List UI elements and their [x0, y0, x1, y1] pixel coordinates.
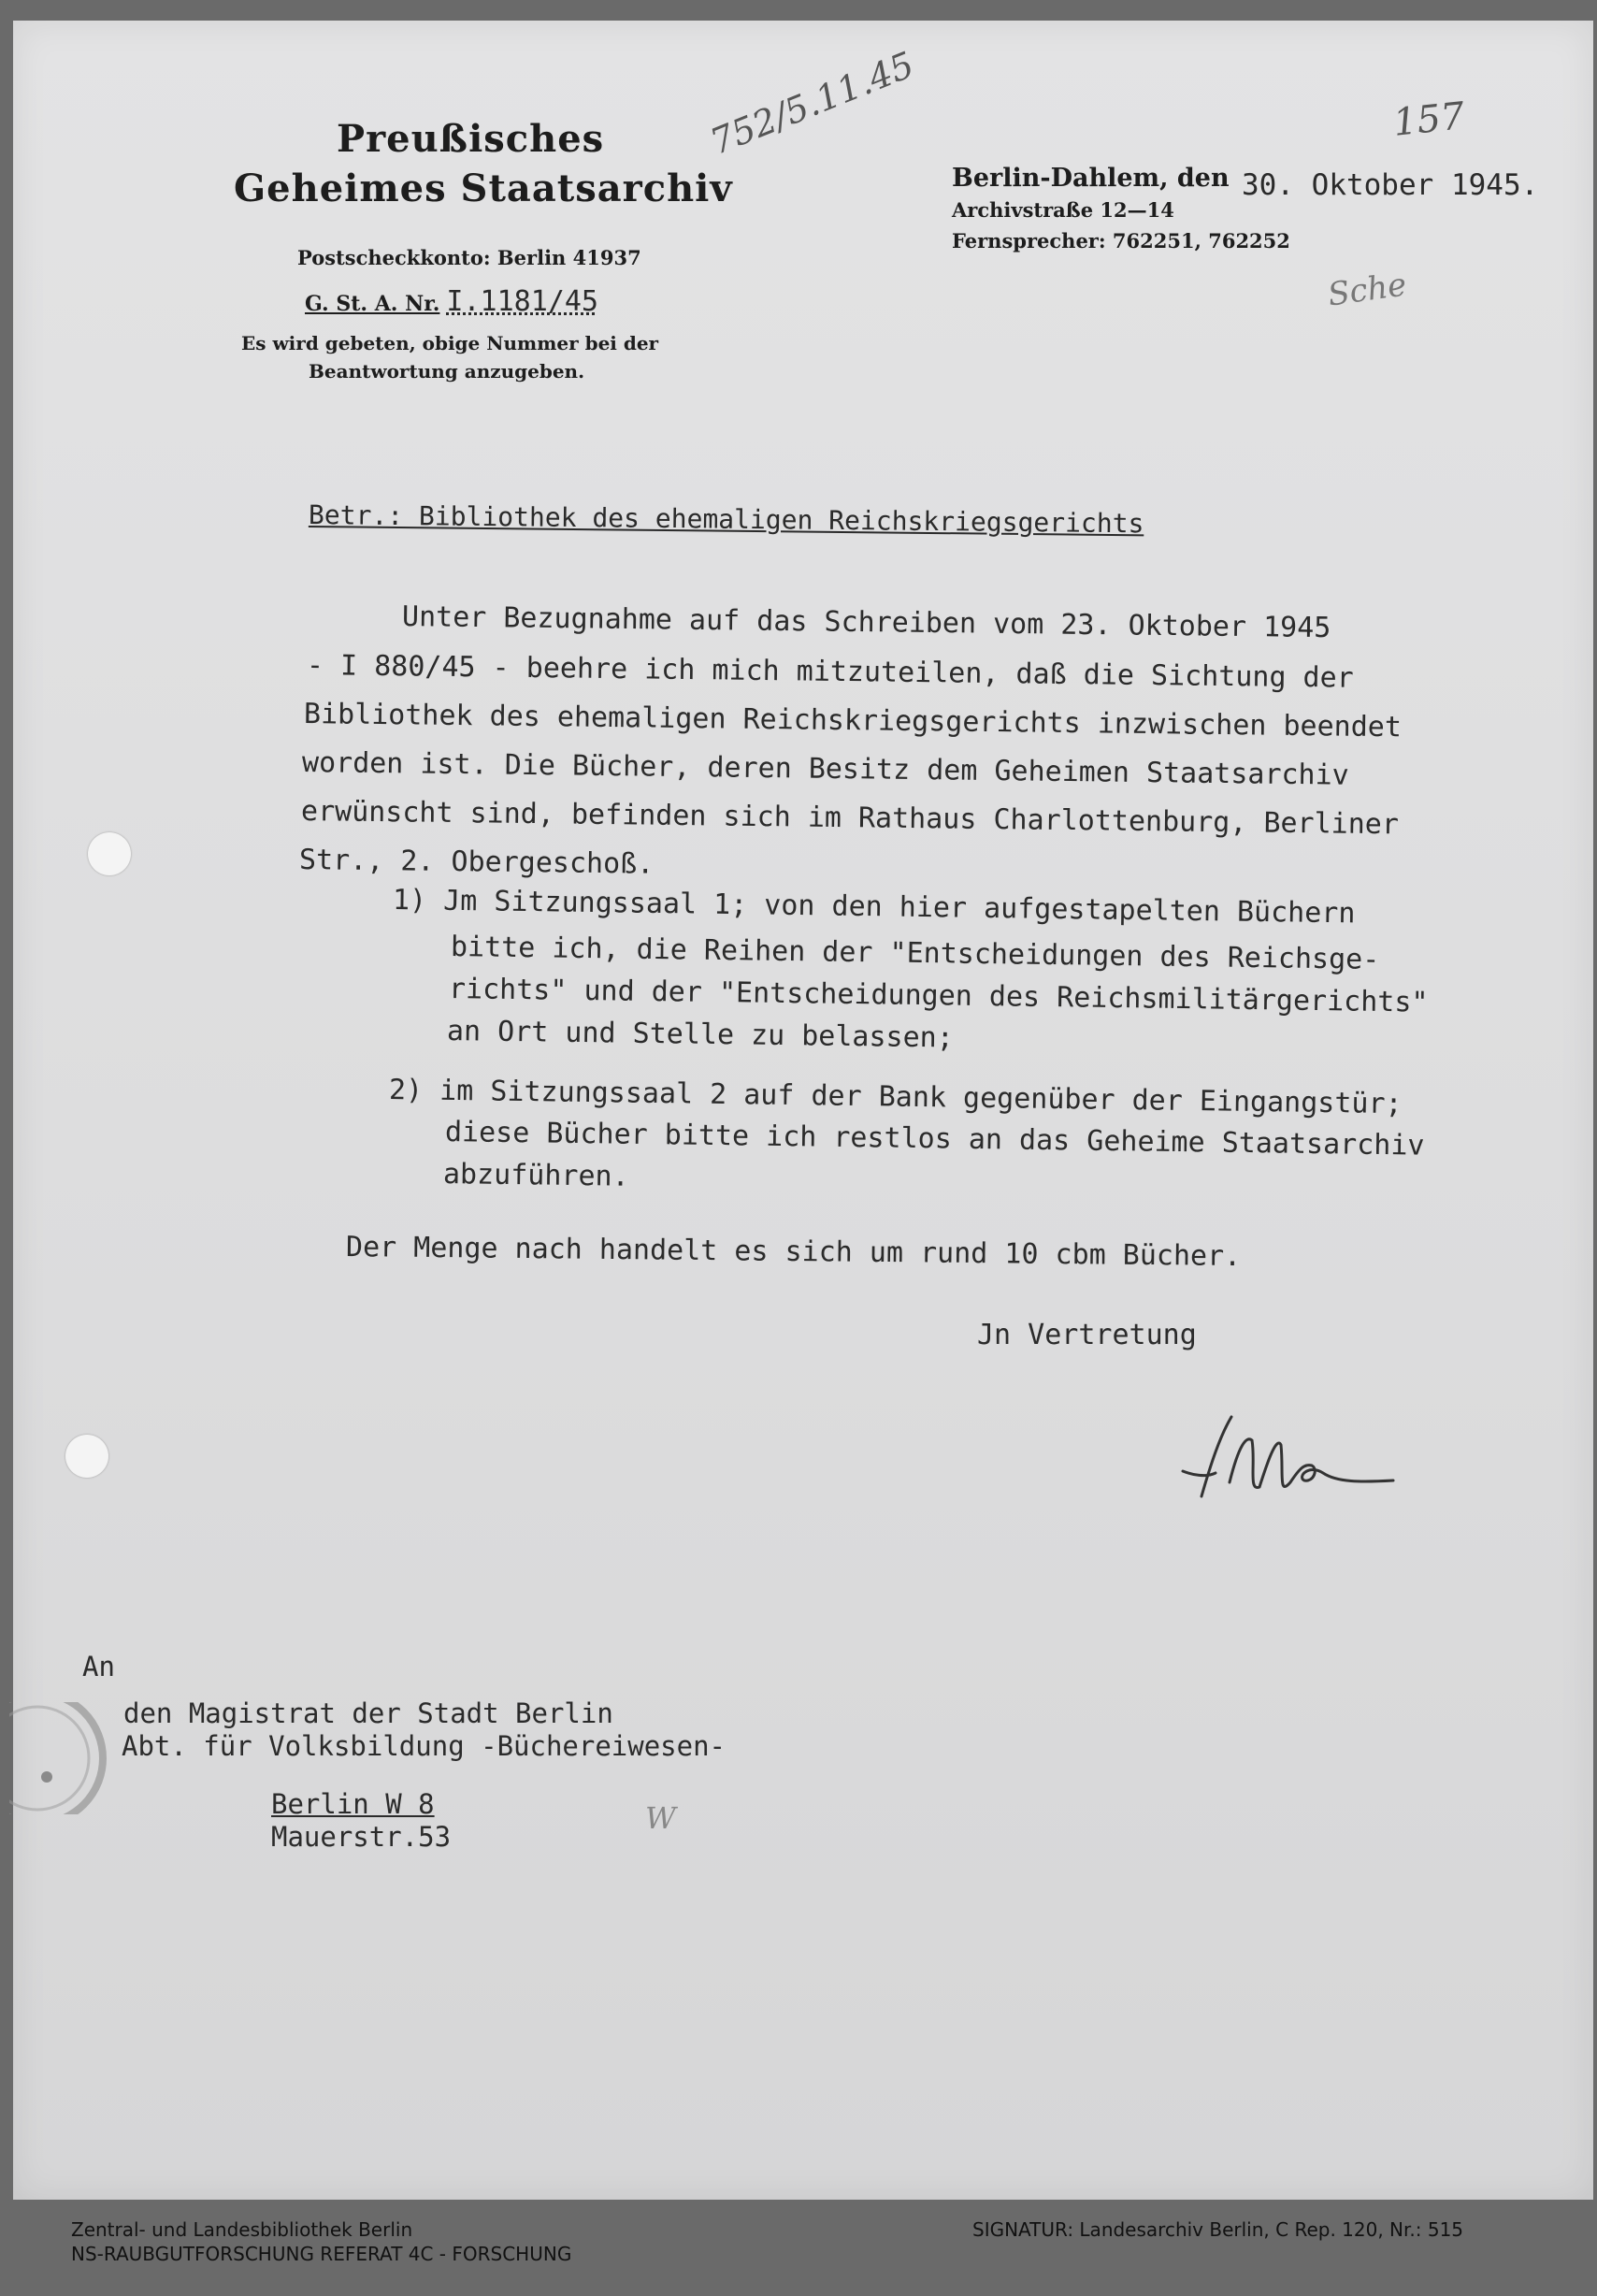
- reference-label: G. St. A. Nr.: [305, 292, 440, 316]
- recipient-street: Mauerstr.53: [271, 1821, 452, 1853]
- sender-place: Berlin-Dahlem, den: [952, 164, 1230, 193]
- postal-account: Postscheckkonto: Berlin 41937: [297, 246, 641, 269]
- punch-hole-top: [88, 832, 131, 875]
- body-line: Str., 2. Obergeschoß.: [298, 844, 655, 881]
- list-item-1-line: an Ort und Stelle zu belassen;: [446, 1015, 955, 1055]
- list-item-1-line: 1) Jm Sitzungssaal 1; von den hier aufgestapelten Büchern: [392, 884, 1356, 931]
- footer-signature: SIGNATUR: Landesarchiv Berlin, C Rep. 120, Nr.: 515: [972, 2218, 1464, 2241]
- body-line: erwünscht sind, befinden sich im Rathaus Charlottenburg, Berliner: [300, 795, 1400, 842]
- handwritten-receipt-reference: 752/5.11.45: [704, 43, 920, 163]
- body-line: - I 880/45 - beehre ich mich mitzuteilen, daß die Sichtung der: [306, 649, 1354, 695]
- footer-library: Zentral- und Landesbibliothek Berlin: [71, 2218, 413, 2241]
- recipient-line2: Abt. für Volksbildung -Büchereiwesen-: [122, 1730, 727, 1762]
- body-line: worden ist. Die Bücher, deren Besitz dem Geheimen Staatsarchiv: [301, 746, 1349, 792]
- sender-phone: Fernsprecher: 762251, 762252: [952, 229, 1290, 253]
- footer-department: NS-RAUBGUTFORSCHUNG REFERAT 4C - FORSCHUNG: [71, 2243, 572, 2265]
- recipient-line1: den Magistrat der Stadt Berlin: [123, 1697, 613, 1729]
- stamp-fragment: [9, 1702, 112, 1814]
- archive-title-line1: Preußisches: [337, 117, 605, 161]
- subject-line: Betr.: Bibliothek des ehemaligen Reichskriegsgerichts: [308, 499, 1144, 540]
- handwritten-mark: W: [645, 1800, 676, 1836]
- closing-sentence: Der Menge nach handelt es sich um rund 10 cbm Bücher.: [345, 1231, 1242, 1274]
- body-line: Unter Bezugnahme auf das Schreiben vom 23. Oktober 1945: [401, 600, 1331, 645]
- handwritten-page-number: 157: [1390, 94, 1467, 145]
- recipient-an: An: [82, 1651, 115, 1682]
- recipient-city: Berlin W 8: [271, 1788, 435, 1820]
- list-item-2-line: abzuführen.: [442, 1158, 629, 1193]
- list-item-2-line: diese Bücher bitte ich restlos an das Geheime Staatsarchiv: [444, 1116, 1425, 1162]
- punch-hole-bottom: [65, 1435, 108, 1478]
- reference-row: [305, 285, 598, 318]
- reference-note-line2: Beantwortung anzugeben.: [309, 360, 585, 383]
- letter-date: 30. Oktober 1945.: [1242, 168, 1539, 202]
- signoff-text: Jn Vertretung: [977, 1319, 1197, 1351]
- list-item-1-line: bitte ich, die Reihen der "Entscheidungen des Reichsge-: [450, 931, 1380, 976]
- archive-title-line2: Geheimes Staatsarchiv: [234, 166, 733, 210]
- reference-note-line1: Es wird gebeten, obige Nummer bei der: [241, 332, 659, 354]
- body-line: Bibliothek des ehemaligen Reichskriegsgerichts inzwischen beendet: [303, 698, 1403, 744]
- handwritten-initials: Sche: [1325, 266, 1409, 314]
- reference-number: I.1181/45: [446, 285, 598, 318]
- list-item-2-line: 2) im Sitzungssaal 2 auf der Bank gegenüber der Eingangstür;: [388, 1074, 1403, 1121]
- handwritten-signature: [1173, 1408, 1398, 1510]
- list-item-1-line: richts" und der "Entscheidungen des Reichsmilitärgerichts": [448, 973, 1429, 1019]
- sender-street: Archivstraße 12—14: [952, 198, 1174, 222]
